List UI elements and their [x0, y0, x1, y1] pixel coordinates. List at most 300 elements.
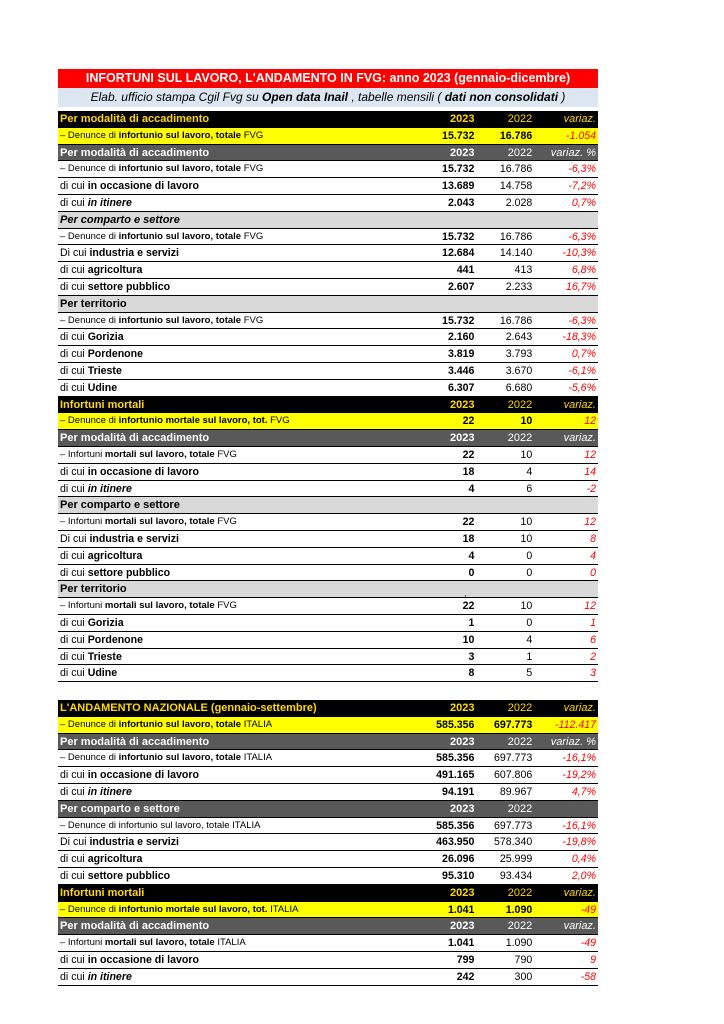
label-prefix: di cui [60, 870, 88, 883]
value-2023: 491.165 [436, 769, 475, 782]
table-row [58, 111, 598, 128]
label-emphasis: infortunio sul lavoro, totale [118, 314, 242, 326]
label-prefix: – Denunce di [60, 163, 119, 175]
label-emphasis: infortunio sul lavoro, totale [118, 230, 242, 242]
table-row [58, 548, 598, 565]
report-sheet [58, 69, 598, 986]
variation: 4 [590, 549, 596, 562]
label-emphasis: in itinere [87, 970, 132, 983]
value-2022: 0 [526, 616, 533, 629]
label-prefix: – Infortuni [60, 600, 105, 612]
table-row [58, 313, 598, 330]
value-2023: 2.043 [447, 196, 475, 209]
table-row [58, 598, 598, 615]
value-2023: 2023 [449, 398, 475, 411]
table-row [58, 902, 598, 919]
value-2023: 22 [462, 516, 475, 529]
row-label [58, 363, 395, 379]
label-suffix: ITALIA [214, 937, 246, 949]
table-row [58, 262, 598, 279]
variation: 2,0% [571, 870, 596, 883]
variation: 0 [590, 566, 596, 579]
table-row [58, 665, 598, 682]
table-row [58, 632, 598, 649]
value-2023: 15.732 [442, 163, 475, 176]
row-label [58, 481, 395, 497]
value-2023: 18 [462, 532, 475, 545]
value-2023: 15.732 [442, 230, 475, 243]
value-2022: 16.786 [499, 163, 533, 176]
label-suffix: FVG [241, 129, 264, 141]
row-label [58, 868, 395, 884]
table-row [58, 212, 598, 229]
variation: -6,1% [568, 364, 596, 377]
table-row [58, 497, 598, 514]
variation: 12 [584, 415, 596, 428]
label-prefix: di cui [60, 465, 88, 478]
variation: -19,2% [562, 769, 596, 782]
variation: -58 [580, 970, 596, 983]
row-label [58, 581, 395, 597]
value-2022: 10 [520, 600, 533, 613]
label-emphasis: settore pubblico [87, 566, 171, 579]
table-row [58, 851, 598, 868]
label-emphasis: in occasione di lavoro [87, 769, 199, 782]
label-suffix: FVG [241, 314, 264, 326]
value-2023: 22 [462, 600, 475, 613]
section-header-label: Per modalità di accadimento [60, 113, 210, 125]
variation: 12 [584, 516, 596, 529]
value-2023: 3.446 [447, 364, 475, 377]
value-2023: 242 [456, 970, 475, 983]
label-prefix: di cui [60, 331, 88, 344]
label-emphasis: Gorizia [87, 331, 124, 344]
section-header-label: Per modalità di accadimento [60, 920, 210, 933]
table-row [58, 413, 598, 430]
value-2023: 463.950 [436, 836, 475, 849]
value-2023: 15.732 [442, 314, 475, 327]
variation: 0,4% [571, 853, 596, 866]
row-label [58, 195, 395, 211]
label-emphasis: mortali sul lavoro, totale [104, 516, 215, 528]
value-2023 [395, 581, 475, 597]
row-label [58, 296, 395, 312]
variation: 1 [590, 616, 596, 629]
label-emphasis: infortunio sul lavoro, totale [118, 129, 242, 141]
variation: -5,6% [568, 381, 596, 394]
value-2023: 2.160 [447, 331, 475, 344]
variation: variaz. [563, 702, 596, 715]
label-prefix: – Denunce di [60, 129, 119, 141]
table-row [58, 296, 598, 313]
table-row [58, 481, 598, 498]
variation: -2 [586, 482, 596, 495]
row-label [58, 464, 395, 480]
label-suffix: ITALIA [267, 903, 299, 915]
variation: variaz. [563, 432, 596, 445]
value-2022: 10 [520, 448, 533, 461]
value-2022: 6 [526, 482, 533, 495]
variation: 4,7% [571, 786, 596, 799]
label-prefix: – Denunce di infortunio sul lavoro, totale ITALIA [60, 819, 261, 831]
value-2022: 2022 [507, 432, 533, 445]
table-row [58, 952, 598, 969]
value-2022 [474, 581, 532, 597]
value-2023: 585.356 [436, 752, 475, 765]
row-label [58, 430, 395, 446]
variation: variaz. [563, 398, 596, 411]
label-prefix: di cui [60, 549, 88, 562]
value-2022: 14.140 [499, 247, 533, 260]
value-2022: 16.786 [499, 314, 533, 327]
table-row [58, 178, 598, 195]
label-emphasis: mortali sul lavoro, totale [104, 937, 215, 949]
table-row [58, 784, 598, 801]
value-2022: 14.758 [499, 180, 533, 193]
label-prefix: – Denunce di [60, 230, 119, 242]
label-emphasis: mortali sul lavoro, totale [104, 600, 215, 612]
table-row [58, 700, 598, 717]
row-label [58, 161, 395, 177]
row-label [58, 801, 395, 817]
value-2023: 22 [462, 448, 475, 461]
label-prefix: di cui [60, 364, 88, 377]
table-row [58, 565, 598, 582]
value-2023: 2023 [449, 432, 475, 445]
variation: -49 [580, 903, 596, 916]
section-header-label: L'ANDAMENTO NAZIONALE [60, 702, 208, 715]
row-label [58, 447, 395, 463]
value-2022: 4 [526, 465, 533, 478]
variation: 12 [584, 600, 596, 613]
value-2022: 697.773 [493, 819, 533, 832]
label-suffix: FVG [214, 516, 237, 528]
label-suffix: FVG [267, 415, 290, 427]
label-emphasis: in itinere [87, 482, 132, 495]
label-emphasis: settore pubblico [87, 870, 171, 883]
label-emphasis: in occasione di lavoro [87, 465, 199, 478]
row-label [58, 665, 395, 681]
label-prefix: di cui [60, 786, 88, 799]
row-label [58, 885, 395, 901]
label-emphasis: in itinere [87, 196, 132, 209]
table-row [58, 380, 598, 397]
row-label [58, 497, 395, 513]
variation: -6,3% [568, 314, 596, 327]
label-emphasis: industria e servizi [89, 247, 179, 260]
row-label [58, 717, 395, 733]
section-header-label: Per modalità di accadimento [60, 146, 210, 159]
label-emphasis: settore pubblico [87, 280, 171, 293]
row-label [58, 262, 395, 278]
row-label [58, 700, 395, 716]
table-row [58, 649, 598, 666]
row-label [58, 598, 395, 614]
label-prefix: – Infortuni [60, 448, 105, 460]
label-emphasis: Gorizia [87, 616, 124, 629]
label-emphasis: in occasione di lavoro [87, 954, 199, 967]
subtitle-part: ) [558, 90, 566, 104]
label-prefix: di cui [60, 482, 88, 495]
value-2022: 93.434 [499, 870, 533, 883]
value-2023: 585.356 [436, 819, 475, 832]
section-header-label: Per modalità di accadimento [60, 735, 210, 748]
row-label [58, 212, 395, 228]
section-header-label: Infortuni mortali [60, 398, 145, 411]
label-prefix: – Infortuni [60, 516, 105, 528]
value-2023: 585.356 [436, 718, 475, 731]
table-row [58, 581, 598, 598]
section-header-label: Infortuni mortali [60, 886, 145, 899]
row-label [58, 397, 395, 413]
table-row [58, 514, 598, 531]
section-header-label: Per territorio [60, 297, 127, 310]
label-prefix: di cui [60, 348, 88, 361]
label-emphasis: infortunio sul lavoro, totale [118, 718, 242, 730]
row-label [58, 313, 395, 329]
section-gap [58, 682, 598, 700]
row-label [58, 902, 395, 918]
label-emphasis: Udine [87, 381, 118, 394]
table-row [58, 161, 598, 178]
label-prefix: Di cui [60, 836, 90, 849]
label-emphasis: agricoltura [87, 264, 143, 277]
value-2022: 10 [520, 516, 533, 529]
table-row [58, 734, 598, 751]
label-emphasis: in itinere [87, 786, 132, 799]
label-emphasis: agricoltura [87, 549, 143, 562]
value-2022: 2022 [507, 920, 533, 933]
value-2023: 2.607 [447, 280, 475, 293]
value-2023: 18 [462, 465, 475, 478]
value-2022: 0 [526, 549, 533, 562]
label-prefix: Di cui [60, 532, 90, 545]
value-2023: 799 [456, 954, 475, 967]
value-2023: 2023 [449, 886, 475, 899]
label-prefix: – Denunce di [60, 752, 119, 764]
value-2023: 2023 [449, 113, 475, 125]
value-2023: 441 [456, 264, 475, 277]
label-prefix: di cui [60, 196, 88, 209]
row-label [58, 531, 395, 547]
table-row [58, 195, 598, 212]
value-2022: 0 [526, 566, 533, 579]
row-label [58, 734, 395, 750]
row-label [58, 111, 395, 127]
table-row [58, 128, 598, 145]
value-2023: 3 [468, 650, 475, 663]
table-row [58, 801, 598, 818]
row-label [58, 632, 395, 648]
section-header-label: Per comparto e settore [60, 802, 180, 815]
label-prefix: di cui [60, 853, 88, 866]
value-2022: 1.090 [505, 937, 533, 950]
table-row [58, 885, 598, 902]
label-emphasis: Udine [87, 667, 118, 680]
row-label [58, 245, 395, 261]
table-row [58, 329, 598, 346]
value-2022 [474, 497, 532, 513]
label-emphasis: Pordenone [87, 633, 144, 646]
label-emphasis: industria e servizi [89, 836, 179, 849]
value-2022 [474, 212, 532, 228]
label-emphasis: Trieste [87, 650, 122, 663]
table-row [58, 245, 598, 262]
value-2022 [474, 296, 532, 312]
label-prefix: di cui [60, 180, 88, 193]
variation: -6,3% [568, 163, 596, 176]
label-emphasis: infortunio mortale sul lavoro, tot. [118, 415, 268, 427]
value-2022: 2022 [507, 886, 533, 899]
variation: 8 [590, 532, 596, 545]
label-emphasis: agricoltura [87, 853, 143, 866]
row-label [58, 818, 395, 834]
value-2023: 95.310 [442, 870, 475, 883]
variation: -18,3% [562, 331, 596, 344]
variation [532, 296, 598, 312]
variation: 0,7% [571, 196, 596, 209]
label-emphasis: infortunio sul lavoro, totale [118, 163, 242, 175]
variation: 16,7% [565, 280, 596, 293]
variation: -7,2% [568, 180, 596, 193]
variation: variaz. [563, 113, 596, 125]
label-emphasis: mortali sul lavoro, totale [104, 448, 215, 460]
value-2022: 25.999 [499, 853, 533, 866]
section-header-label: Per modalità di accadimento [60, 432, 210, 445]
value-2022: 2022 [507, 398, 533, 411]
value-2022: 3.670 [505, 364, 533, 377]
variation: 6,8% [571, 264, 596, 277]
value-2022: 1 [526, 650, 533, 663]
row-label [58, 514, 395, 530]
section-header-label: Per comparto e settore [60, 499, 180, 512]
value-2022: 4 [526, 633, 533, 646]
value-2022: 790 [514, 954, 533, 967]
row-label [58, 548, 395, 564]
value-2023: 2023 [449, 920, 475, 933]
row-label [58, 229, 395, 245]
variation: 0,7% [571, 348, 596, 361]
table-row [58, 717, 598, 734]
variation: variaz. % [550, 146, 596, 159]
row-label [58, 346, 395, 362]
variation: 12 [584, 448, 596, 461]
table-row [58, 430, 598, 447]
row-label [58, 329, 395, 345]
row-label [58, 969, 395, 985]
label-prefix: di cui [60, 633, 88, 646]
table-row [58, 447, 598, 464]
value-2023: 12.684 [442, 247, 475, 260]
value-2023: 2023 [449, 802, 475, 815]
row-label [58, 784, 395, 800]
table-row [58, 464, 598, 481]
fvg-section [58, 111, 598, 682]
variation: 3 [590, 667, 596, 680]
value-2022: 10 [520, 415, 533, 428]
value-2023: 1.041 [447, 903, 475, 916]
variation: -16,1% [562, 819, 596, 832]
value-2022: 5 [526, 667, 533, 680]
label-prefix: di cui [60, 264, 88, 277]
value-2023: 1 [468, 616, 475, 629]
row-label [58, 413, 395, 429]
label-prefix: di cui [60, 280, 88, 293]
variation: -16,1% [562, 752, 596, 765]
variation: -1.054 [565, 129, 596, 142]
value-2023: 3.819 [447, 348, 475, 361]
label-prefix: di cui [60, 616, 88, 629]
table-row [58, 767, 598, 784]
value-2023: 4 [468, 482, 475, 495]
table-row [58, 346, 598, 363]
label-prefix: – Denunce di [60, 903, 119, 915]
value-2022: 2022 [507, 146, 533, 159]
value-2023 [395, 497, 475, 513]
value-2023: 22 [462, 415, 475, 428]
label-prefix: di cui [60, 650, 88, 663]
label-prefix: – Infortuni [60, 937, 105, 949]
row-label [58, 952, 395, 968]
label-suffix: FVG [214, 600, 237, 612]
row-label [58, 767, 395, 783]
label-emphasis: infortunio mortale sul lavoro, tot. [118, 903, 268, 915]
label-prefix: di cui [60, 667, 88, 680]
subtitle-part: Open data Inail [262, 90, 349, 104]
value-2022: 16.786 [499, 129, 533, 142]
stray-mark: , [464, 589, 467, 599]
value-2023: 4 [468, 549, 475, 562]
table-row [58, 818, 598, 835]
section-header-label: Per comparto e settore [60, 213, 180, 226]
variation [532, 497, 598, 513]
value-2022: 3.793 [505, 348, 533, 361]
label-prefix: – Denunce di [60, 718, 119, 730]
label-emphasis: in occasione di lavoro [87, 180, 199, 193]
variation: -6,3% [568, 230, 596, 243]
row-label [58, 145, 395, 161]
subtitle-part: Elab. ufficio stampa Cgil Fvg su [90, 90, 262, 104]
variation: -49 [580, 937, 596, 950]
value-2022: 1.090 [505, 903, 533, 916]
value-2023: 2023 [449, 735, 475, 748]
value-2022: 2.233 [505, 280, 533, 293]
table-row [58, 750, 598, 767]
value-2022: 697.773 [493, 752, 533, 765]
value-2023: 2023 [449, 146, 475, 159]
label-emphasis: Trieste [87, 364, 122, 377]
value-2023: 13.689 [442, 180, 475, 193]
value-2022: 697.773 [493, 718, 533, 731]
table-row [58, 531, 598, 548]
value-2023 [395, 296, 475, 312]
table-row [58, 834, 598, 851]
variation: -19,8% [562, 836, 596, 849]
variation: 9 [590, 954, 596, 967]
table-row [58, 363, 598, 380]
row-label [58, 128, 395, 144]
value-2023: 26.096 [442, 853, 475, 866]
value-2022: 2.028 [505, 196, 533, 209]
value-2023 [395, 212, 475, 228]
table-row [58, 615, 598, 632]
variation: variaz. [563, 920, 596, 933]
row-label [58, 918, 395, 934]
table-row [58, 935, 598, 952]
value-2023: 8 [468, 667, 475, 680]
row-label [58, 565, 395, 581]
label-suffix: FVG [241, 230, 264, 242]
